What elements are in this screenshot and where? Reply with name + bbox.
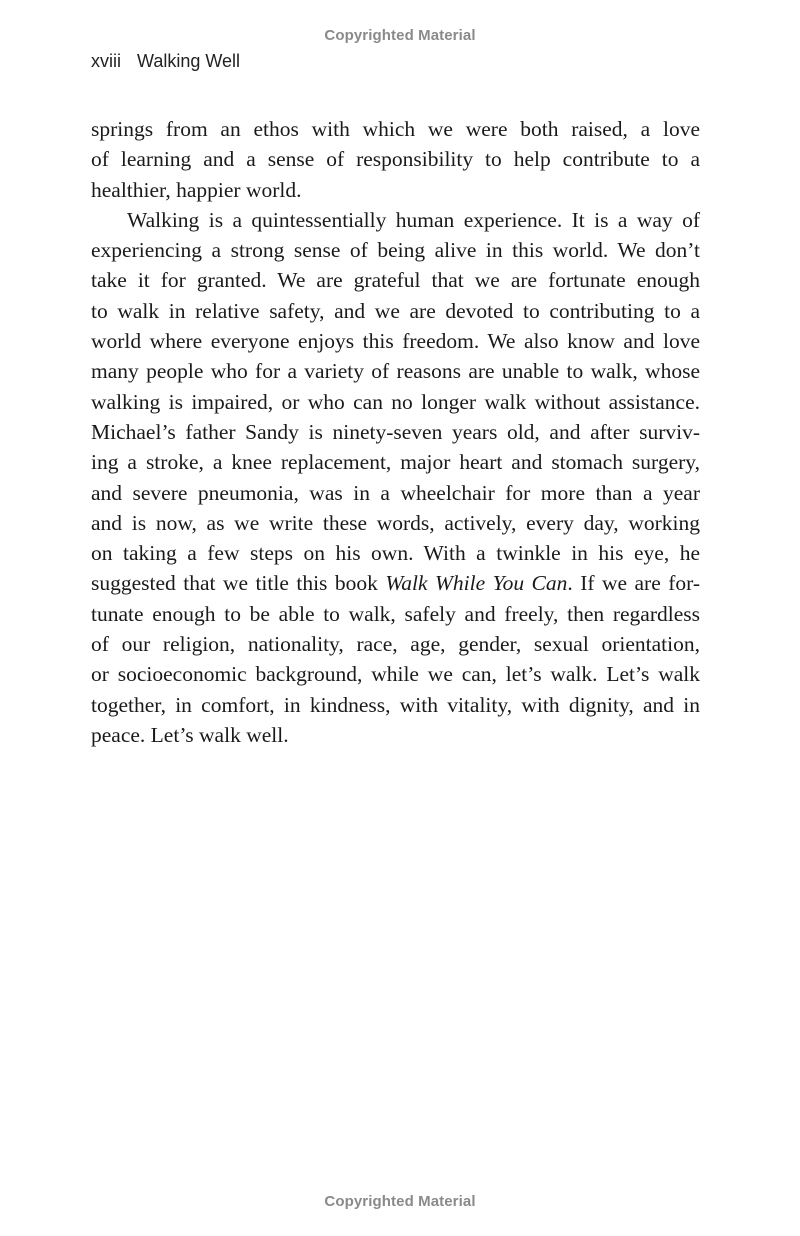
text-line: on taking a few steps on his own. With a twinkle in his eye, he [91, 541, 700, 566]
text-line: many people who for a variety of reasons are unable to walk, whose [91, 359, 700, 384]
text-line: to walk in relative safety, and we are devoted to contributing to a [91, 298, 700, 323]
text-line: healthier, happier world. [91, 177, 302, 202]
text-line: walking is impaired, or who can no longer walk without assistance. [91, 389, 700, 414]
text-line: together, in comfort, in kindness, with vitality, with dignity, and in [91, 692, 700, 717]
text-line: world where everyone enjoys this freedom. We also know and love [91, 329, 700, 354]
text-line: or socioeconomic background, while we can, let’s walk. Let’s walk [91, 662, 700, 687]
text-segment: . If we are for- [567, 571, 700, 596]
copyright-watermark-top: Copyrighted Material [324, 27, 476, 44]
text-line: peace. Let’s walk well. [91, 722, 289, 747]
text-line: Michael’s father Sandy is ninety-seven years old, and after surviv- [91, 419, 700, 444]
copyright-watermark-bottom: Copyrighted Material [324, 1193, 476, 1210]
text-line: tunate enough to be able to walk, safely and freely, then regardless [91, 601, 700, 626]
text-line: springs from an ethos with which we were both raised, a love [91, 117, 700, 141]
book-title-italic: Walk While You Can [385, 571, 568, 596]
text-line: experiencing a strong sense of being alive in this world. We don’t [91, 238, 700, 263]
text-line [91, 568, 700, 598]
text-segment: suggested that we title this book [91, 571, 386, 596]
text-line: and severe pneumonia, was in a wheelchair for more than a year [91, 480, 700, 505]
text-line: Walking is a quintessentially human experience. It is a way of [127, 207, 700, 232]
paragraph [91, 205, 700, 750]
text-line: of learning and a sense of responsibility to help contribute to a [91, 147, 700, 172]
page-number: xviii [91, 51, 121, 71]
body-text [91, 114, 700, 750]
text-line: take it for granted. We are grateful that we are fortunate enough [91, 268, 700, 293]
running-head [91, 51, 240, 72]
text-line: of our religion, nationality, race, age, gender, sexual orientation, [91, 632, 700, 657]
text-line: and is now, as we write these words, actively, every day, working [91, 510, 700, 535]
book-title: Walking Well [137, 51, 241, 71]
paragraph [91, 114, 700, 205]
text-line: ing a stroke, a knee replacement, major heart and stomach surgery, [91, 450, 700, 475]
